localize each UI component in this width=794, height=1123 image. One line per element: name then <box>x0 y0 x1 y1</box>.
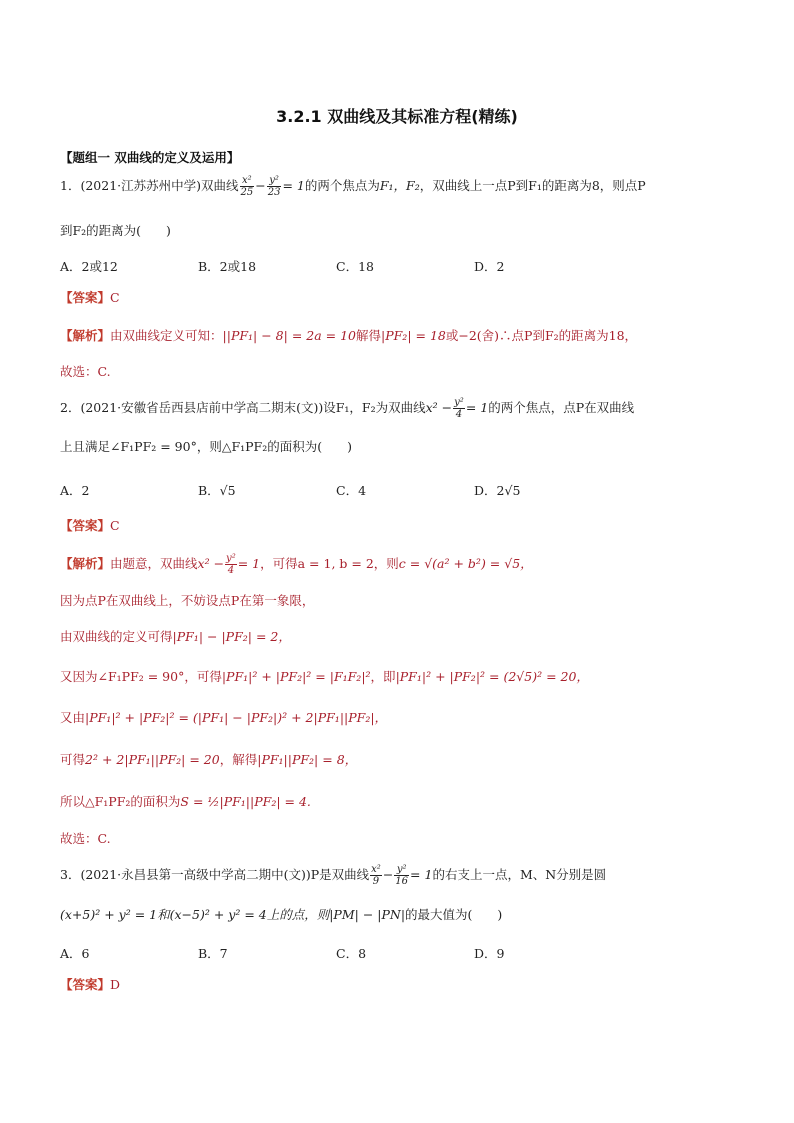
q2-option-c: C．4 <box>336 483 367 498</box>
q2-option-d: D．2√5 <box>474 483 521 498</box>
q2-fraction-y: $\frac{\text{y²}}{4}$ <box>454 397 464 420</box>
q1-fraction-y: $\frac{\text{y²}}{23}$ <box>267 175 281 198</box>
q1-stem-line1: 1．(2021·江苏苏州中学)双曲线 $\frac{\text{x²}}{25}$ − $\frac{\text{y²}}{23}$ = 1的两个焦点为F₁，F₂，双曲线上一点P到F₁的距离为8，则点P <box>60 175 646 198</box>
q1-conclusion: 故选：C. <box>60 364 111 379</box>
q2-options <box>60 481 736 501</box>
q2-analysis-6: 可得2² + 2|PF₁||PF₂| = 20，解得|PF₁||PF₂| = 8， <box>60 752 358 767</box>
q3-option-a: A．6 <box>60 946 90 961</box>
q1-option-d: D．2 <box>474 259 505 274</box>
q3-stem-line1: 3．(2021·永昌县第一高级中学高二期中(文))P是双曲线 $\frac{\text{x²}}{9}$ − $\frac{\text{y²}}{16}$ = 1的右支上一点，M、N分别是圆 <box>60 864 607 887</box>
group-heading: 【题组一 双曲线的定义及运用】 <box>60 150 240 165</box>
q1-options <box>60 257 736 277</box>
q2-stem-line1: 2．(2021·安徽省岳西县店前中学高二期末(文))设F₁，F₂为双曲线x² − $\frac{\text{y²}}{4}$ = 1的两个焦点，点P在双曲线 <box>60 397 635 420</box>
q2-analysis-4: 又因为∠F₁PF₂ = 90°，可得|PF₁|² + |PF₂|² = |F₁F₂|²，即|PF₁|² + |PF₂|² = (2√5)² = 20， <box>60 669 589 684</box>
q3-stem-line2: (x+5)² + y² = 1和(x−5)² + y² = 4上的点，则|PM| − |PN|的最大值为( ) <box>60 907 503 922</box>
q2-analysis-7: 所以△F₁PF₂的面积为S = ½|PF₁||PF₂| = 4. <box>60 794 311 809</box>
q2-analysis-5: 又由|PF₁|² + |PF₂|² = (|PF₁| − |PF₂|)² + 2|PF₁||PF₂|， <box>60 710 388 725</box>
q3-fraction-y: $\frac{\text{y²}}{16}$ <box>395 864 409 887</box>
q1-option-b: B．2或18 <box>198 259 257 274</box>
q3-answer: 【答案】D <box>60 977 121 992</box>
q1-fraction-x: $\frac{\text{x²}}{25}$ <box>240 175 254 198</box>
q2-analysis-2: 因为点P在双曲线上，不妨设点P在第一象限， <box>60 593 315 608</box>
q2-option-a: A．2 <box>60 483 90 498</box>
q2-conclusion: 故选：C. <box>60 831 111 846</box>
q1-stem-line2: 到F₂的距离为( ) <box>60 223 171 238</box>
q1-option-c: C．18 <box>336 259 374 274</box>
q2-stem-line2: 上且满足∠F₁PF₂ = 90°，则△F₁PF₂的面积为( ) <box>60 439 352 454</box>
q2-answer: 【答案】C <box>60 518 120 533</box>
q2-analysis-3: 由双曲线的定义可得|PF₁| − |PF₂| = 2， <box>60 629 291 644</box>
q1-analysis: 【解析】由双曲线定义可知：||PF₁| − 8| = 2a = 10解得|PF₂| = 18或−2(舍)∴点P到F₂的距离为18， <box>60 328 638 343</box>
q3-option-d: D．9 <box>474 946 505 961</box>
page-title: 3.2.1 双曲线及其标准方程(精练) <box>276 107 518 126</box>
q3-options <box>60 944 736 964</box>
q3-option-c: C．8 <box>336 946 367 961</box>
q2-option-b: B．√5 <box>198 483 236 498</box>
q3-fraction-x: $\frac{\text{x²}}{9}$ <box>371 864 381 887</box>
q2-analysis-1: 【解析】由题意，双曲线x² − $\frac{\text{y²}}{4}$ = 1，可得a = 1, b = 2，则c = √(a² + b²) = √5， <box>60 553 533 576</box>
q1-option-a: A．2或12 <box>60 259 118 274</box>
q1-answer: 【答案】C <box>60 290 120 305</box>
q3-option-b: B．7 <box>198 946 228 961</box>
